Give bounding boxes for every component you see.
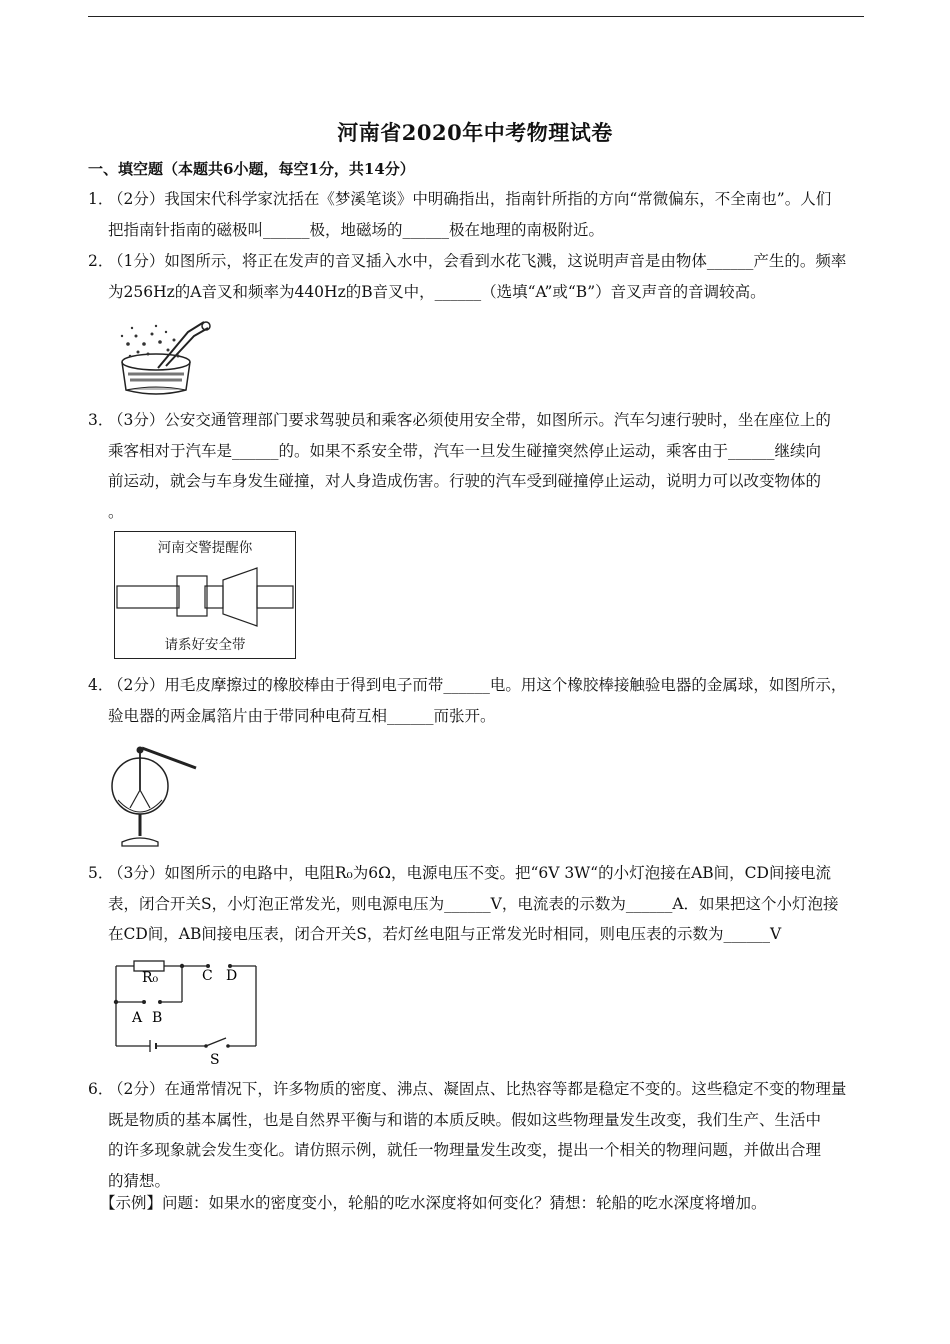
question-number: 2． [88,252,114,270]
header-rule [88,16,864,17]
label-b: B [152,1010,163,1026]
question-text-line: （2分）在通常情况下，许多物质的密度、沸点、凝固点、比热容等都是稳定不变的。这些稳定不变的物理量 [108,1080,847,1098]
question-text-line: 。 [108,502,124,521]
question-text-line: 表，闭合开关S，小灯泡正常发光，则电源电压为______V，电流表的示数为______A．如果把这个小灯泡接 [108,894,839,913]
question-text-line: 既是物质的基本属性，也是自然界平衡与和谐的本质反映。假如这些物理量发生改变，我们生产、生活中 [108,1110,822,1129]
question-text-line: 乘客相对于汽车是______的。如果不系安全带，汽车一旦发生碰撞突然停止运动，乘客由于______继续向 [108,441,822,460]
question-text-line: 的许多现象就会发生变化。请仿照示例，就任一物理量发生改变，提出一个相关的物理问题，并做出合理 [108,1141,822,1159]
question-number: 5． [88,864,114,882]
question-number: 4． [88,676,114,694]
label-d: D [226,968,238,984]
label-r0: R₀ [142,970,159,986]
circuit-diagram-figure [110,960,266,1068]
seatbelt-sign-figure [114,531,296,659]
question-text-line: （3分）公安交通管理部门要求驾驶员和乘客必须使用安全带，如图所示。汽车匀速行驶时，坐在座位上的 [108,411,831,429]
question-text-line: 验电器的两金属箔片由于带同种电荷互相______而张开。 [108,706,496,725]
label-a: A [132,1010,143,1026]
example-text: 【示例】问题：如果水的密度变小，轮船的吃水深度将如何变化？猜想：轮船的吃水深度将增加。 [100,1194,767,1212]
question-text-line: （2分）用毛皮摩擦过的橡胶棒由于得到电子而带______电。用这个橡胶棒接触验电器的金属球，如图所示， [108,676,847,694]
question-text-line: （1分）如图所示，将正在发声的音叉插入水中，会看到水花飞溅，这说明声音是由物体______产生的。频率 [108,252,847,270]
question-1 [88,184,868,245]
question-2 [88,246,868,307]
question-text-line: 前运动，就会与车身发生碰撞，对人身造成伤害。行驶的汽车受到碰撞停止运动，说明力可以改变物体的 [108,472,822,490]
section-heading: 一、填空题（本题共6小题，每空1分，共14分） [88,160,415,178]
question-4 [88,670,868,731]
label-c: C [202,968,213,984]
question-text-line: 的猜想。 [108,1171,171,1190]
question-6 [88,1074,868,1196]
question-3 [88,405,868,527]
question-text-line: 把指南针指南的磁极叫______极，地磁场的______极在地理的南极附近。 [108,220,605,239]
sign-bottom-text: 请系好安全带 [164,637,246,653]
question-number: 1． [88,190,114,208]
question-text-line: 为256Hz的A音叉和频率为440Hz的B音叉中，______（选填“A”或“B”）音叉声音的音调较高。 [108,282,766,301]
question-text-line: 在CD间，AB间接电压表，闭合开关S，若灯丝电阻与正常发光时相同，则电压表的示数为______V [108,925,782,943]
question-text-line: （3分）如图所示的电路中，电阻R₀为6Ω，电源电压不变。把“6V 3W“的小灯泡接在AB间，CD间接电流 [108,864,831,882]
tuning-fork-figure [108,314,218,396]
label-s: S [210,1052,220,1068]
sign-top-text: 河南交警提醒你 [157,540,253,556]
seatbelt-buckle-icon [115,562,295,632]
question-number: 6． [88,1080,114,1098]
question-5 [88,858,868,950]
question-number: 3． [88,411,114,429]
page-title: 河南省2020年中考物理试卷 [337,120,613,145]
question-text-line: （2分）我国宋代科学家沈括在《梦溪笔谈》中明确指出，指南针所指的方向“常微偏东，不全南也”。人们 [108,190,832,208]
electroscope-figure [106,738,202,850]
